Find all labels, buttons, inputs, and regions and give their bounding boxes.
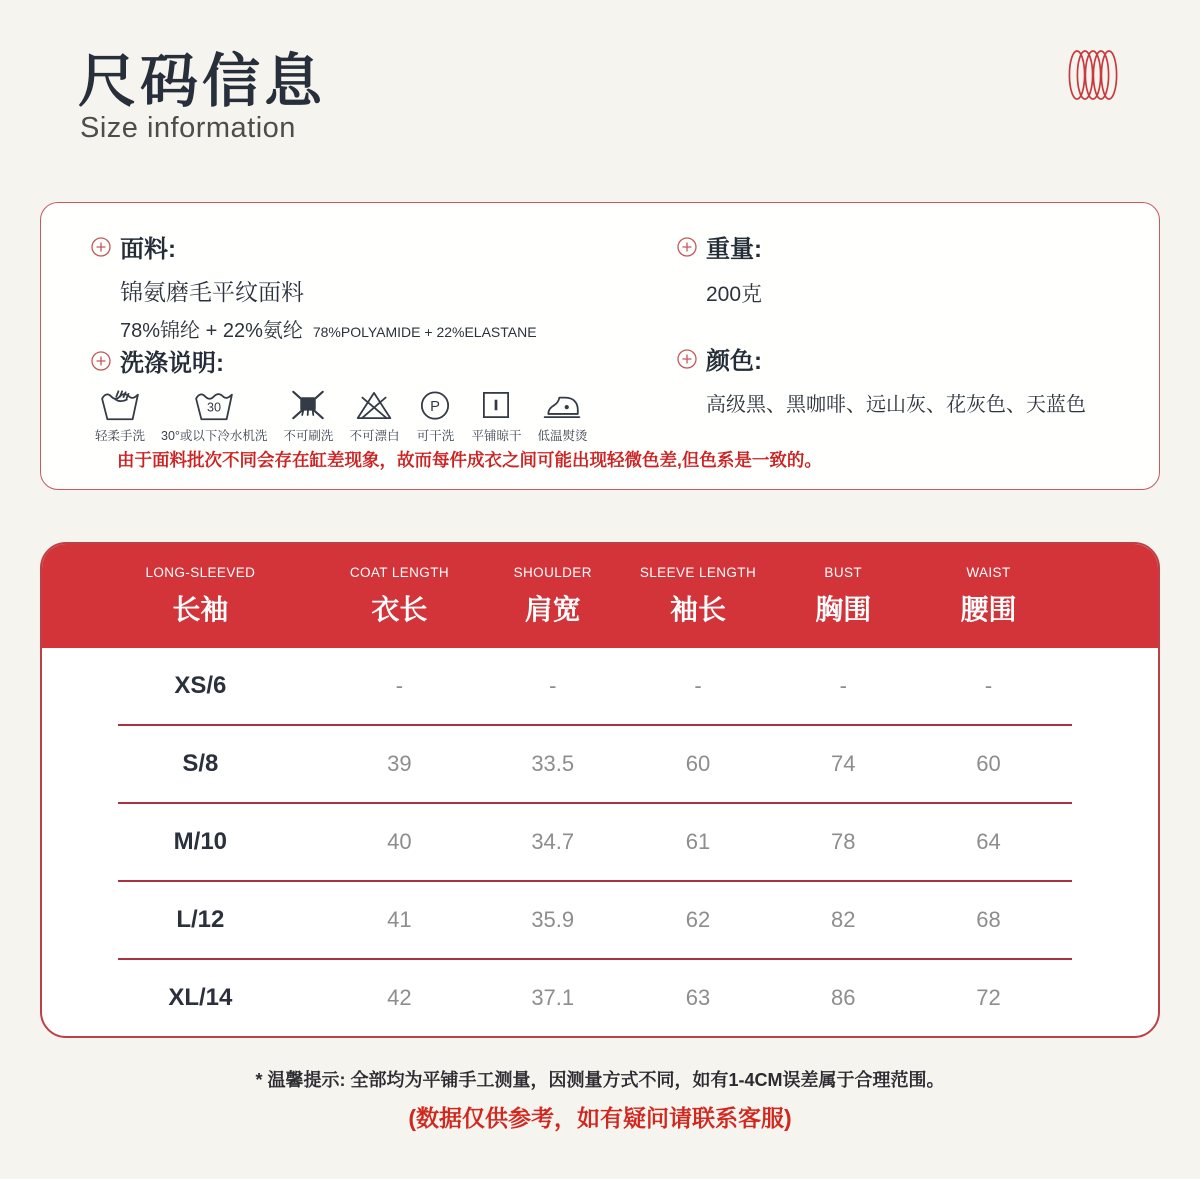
column-header-zh: 长袖 [172,593,229,625]
column-header [625,565,770,628]
machine-wash-30-icon [194,388,234,422]
value-cell: 62 [685,907,711,932]
care-label: 低温熨烫 [537,429,588,443]
care-instruction [95,388,145,444]
table-row [42,648,1158,724]
table-row [42,882,1158,958]
product-info-card [40,202,1160,490]
page-title: 尺码信息 [78,49,327,114]
value-cell: 63 [685,985,711,1010]
value-cell: 37.1 [531,985,575,1010]
value-cell: - [984,673,993,698]
column-header-en: SLEEVE LENGTH [639,564,757,580]
value-cell: 78 [830,829,856,854]
value-cell: 86 [830,985,856,1010]
size-table-header [42,544,1158,648]
care-instruction [349,388,399,444]
value-cell: - [549,673,557,698]
column-header-en: BUST [824,564,863,580]
column-header-en: COAT LENGTH [349,564,449,580]
fabric-composition-en: 78%POLYAMIDE + 22%ELASTANE [312,324,537,340]
fabric-label: 面料: [120,236,176,263]
size-chart-table [40,542,1160,1038]
care-instruction [161,388,267,444]
plus-circle-icon [677,349,697,369]
table-row [42,726,1158,802]
wash-label: 洗涤说明: [120,350,224,377]
column-header-en: LONG-SLEEVED [145,564,256,580]
size-cell: XL/14 [168,984,233,1011]
size-cell: XS/6 [174,672,227,699]
column-header [319,565,480,628]
do-not-scrub-icon [288,388,328,422]
fabric-composition-zh: 78%锦纶 + 22%氨纶 [120,320,303,342]
color-section [677,341,1086,417]
care-label: 不可刷洗 [283,429,334,443]
hand-wash-icon [100,388,140,422]
care-instruction [537,388,587,444]
wash-instructions-section [91,343,587,444]
value-cell: 64 [976,829,1001,854]
svg-text:30: 30 [207,400,222,415]
care-label: 可干洗 [416,429,455,443]
column-header-zh: 衣长 [371,593,428,625]
column-header [771,565,916,628]
value-cell: 33.5 [531,751,575,776]
fabric-name: 锦氨磨毛平纹面料 [120,279,304,305]
table-row [42,960,1158,1036]
value-cell: 72 [976,985,1001,1010]
column-header [82,565,319,628]
value-cell: 42 [387,985,412,1010]
iron-low-heat-icon [542,388,582,422]
plus-circle-icon [91,237,111,257]
weight-section [677,229,762,308]
value-cell: 68 [976,907,1001,932]
value-cell: 40 [387,829,412,854]
column-header-en: SHOULDER [513,564,592,580]
fabric-section [91,229,537,343]
value-cell: 41 [387,907,412,932]
size-cell: S/8 [182,750,219,777]
column-header-zh: 肩宽 [524,593,581,625]
care-label: 不可漂白 [349,429,400,443]
value-cell: 39 [387,751,412,776]
care-instruction [415,388,455,444]
dry-flat-icon [476,388,516,422]
care-label: 轻柔手洗 [95,429,146,443]
care-label: 30°或以下冷水机洗 [161,429,268,443]
reference-footnote: (数据仅供参考，如有疑问请联系客服) [408,1105,792,1131]
plus-circle-icon [677,237,697,257]
value-cell: 60 [976,751,1001,776]
value-cell: 82 [830,907,856,932]
table-row [42,804,1158,880]
size-cell: M/10 [173,828,228,855]
value-cell: 61 [685,829,711,854]
value-cell: 60 [685,751,711,776]
value-cell: 34.7 [531,829,575,854]
weight-label: 重量: [706,236,762,263]
weight-value: 200克 [706,283,763,306]
measurement-footnote: * 温馨提示: 全部均为平铺手工测量，因测量方式不同，如有1-4CM误差属于合理范围。 [255,1070,945,1090]
column-header-zh: 胸围 [815,593,872,625]
column-header [480,565,625,628]
dry-clean-icon [415,388,455,422]
plus-circle-icon [91,351,111,371]
color-value: 高级黑、黑咖啡、远山灰、花灰色、天蓝色 [706,394,1086,416]
care-label: 平铺晾干 [471,429,522,443]
size-cell: L/12 [176,906,225,933]
care-instruction [471,388,521,444]
color-label: 颜色: [706,348,762,375]
column-header-zh: 袖长 [669,593,726,625]
do-not-bleach-icon [354,388,394,422]
value-cell: - [395,673,404,698]
column-header-en: WAIST [966,564,1011,580]
column-header-zh: 腰围 [960,593,1017,625]
page-subtitle: Size information [80,112,296,144]
coil-spring-logo-icon [1068,48,1118,107]
value-cell: - [839,673,847,698]
value-cell: 35.9 [531,907,575,932]
svg-text:P: P [430,398,441,415]
care-instruction [283,388,333,444]
value-cell: - [694,673,702,698]
value-cell: 74 [830,751,856,776]
dye-lot-note: 由于面料批次不同会存在缸差现象，故而每件成衣之间可能出现轻微色差,但色系是一致的。 [117,450,822,470]
column-header [916,565,1061,628]
